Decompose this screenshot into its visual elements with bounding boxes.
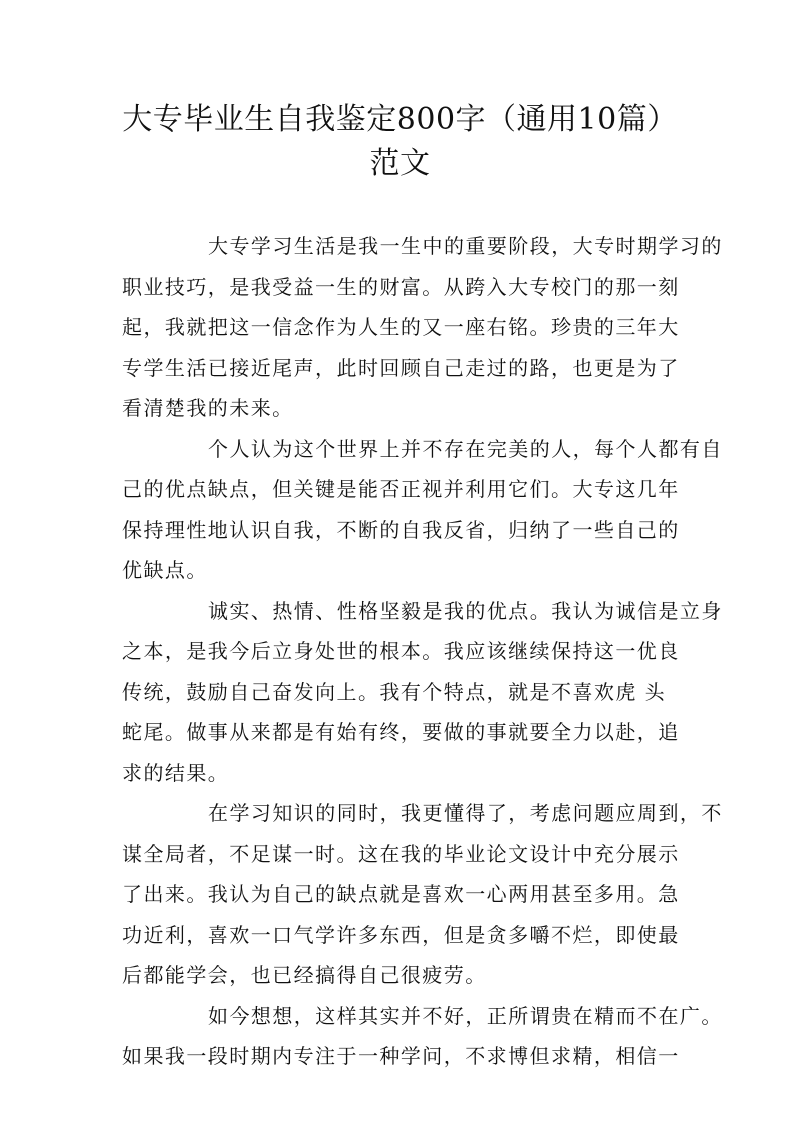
text-line: 优缺点。 [122,558,208,582]
paragraph-2 [122,429,723,591]
paragraph-1 [122,226,723,429]
text-line: 之本，是我今后立身处世的根本。我应该继续保持这一优良 [122,639,680,663]
text-line: 在学习知识的同时，我更懂得了，考虑问题应周到，不 [208,801,723,825]
text-line: 了出来。我认为自己的缺点就是喜欢一心两用甚至多用。急 [122,882,680,906]
text-line: 看清楚我的未来。 [122,396,294,420]
text-line: 功近利，喜欢一口气学许多东西，但是贪多嚼不烂，即使最 [122,922,680,947]
text-line: 职业技巧，是我受益一生的财富。从跨入大专校门的那一刻 [122,274,680,299]
text-line: 如果我一段时期内专注于一种学问，不求博但求精，相信一 [122,1044,680,1068]
text-line: 个人认为这个世界上并不存在完美的人，每个人都有自 [208,436,723,461]
text-line: 起，我就把这一信念作为人生的又一座右铭。珍贵的三年大 [122,315,680,339]
text-line: 专学生活已接近尾声，此时回顾自己走过的路，也更是为了 [122,355,680,380]
text-line: 诚实、热情、性格坚毅是我的优点。我认为诚信是立身 [208,598,723,623]
text-line: 大专学习生活是我一生中的重要阶段，大专时期学习的 [208,234,723,258]
text-line: 如今想想，这样其实并不好，正所谓贵在精而不在广。 [208,1003,723,1028]
text-line: 己的优点缺点，但关键是能否正视并利用它们。大专这几年 [122,477,680,501]
paragraph-4 [122,793,723,996]
text-line: 传统，鼓励自己奋发向上。我有个特点，就是不喜欢虎 头 [122,679,667,704]
title-line-1: 大专毕业生自我鉴定800字（通用10篇） [122,102,678,137]
text-line: 后都能学会，也已经搞得自己很疲劳。 [122,963,487,987]
document-title [100,98,700,186]
text-line: 求的结果。 [122,760,230,785]
title-line-2: 范文 [369,146,431,181]
text-line: 谋全局者，不足谋一时。这在我的毕业论文设计中充分展示 [122,841,680,866]
text-line: 蛇尾。做事从来都是有始有终，要做的事就要全力以赴，追 [122,720,680,744]
paragraph-5 [122,996,723,1077]
text-line: 保持理性地认识自我，不断的自我反省，归纳了一些自己的 [122,517,680,542]
paragraph-3 [122,591,723,794]
document-body [122,226,723,1077]
